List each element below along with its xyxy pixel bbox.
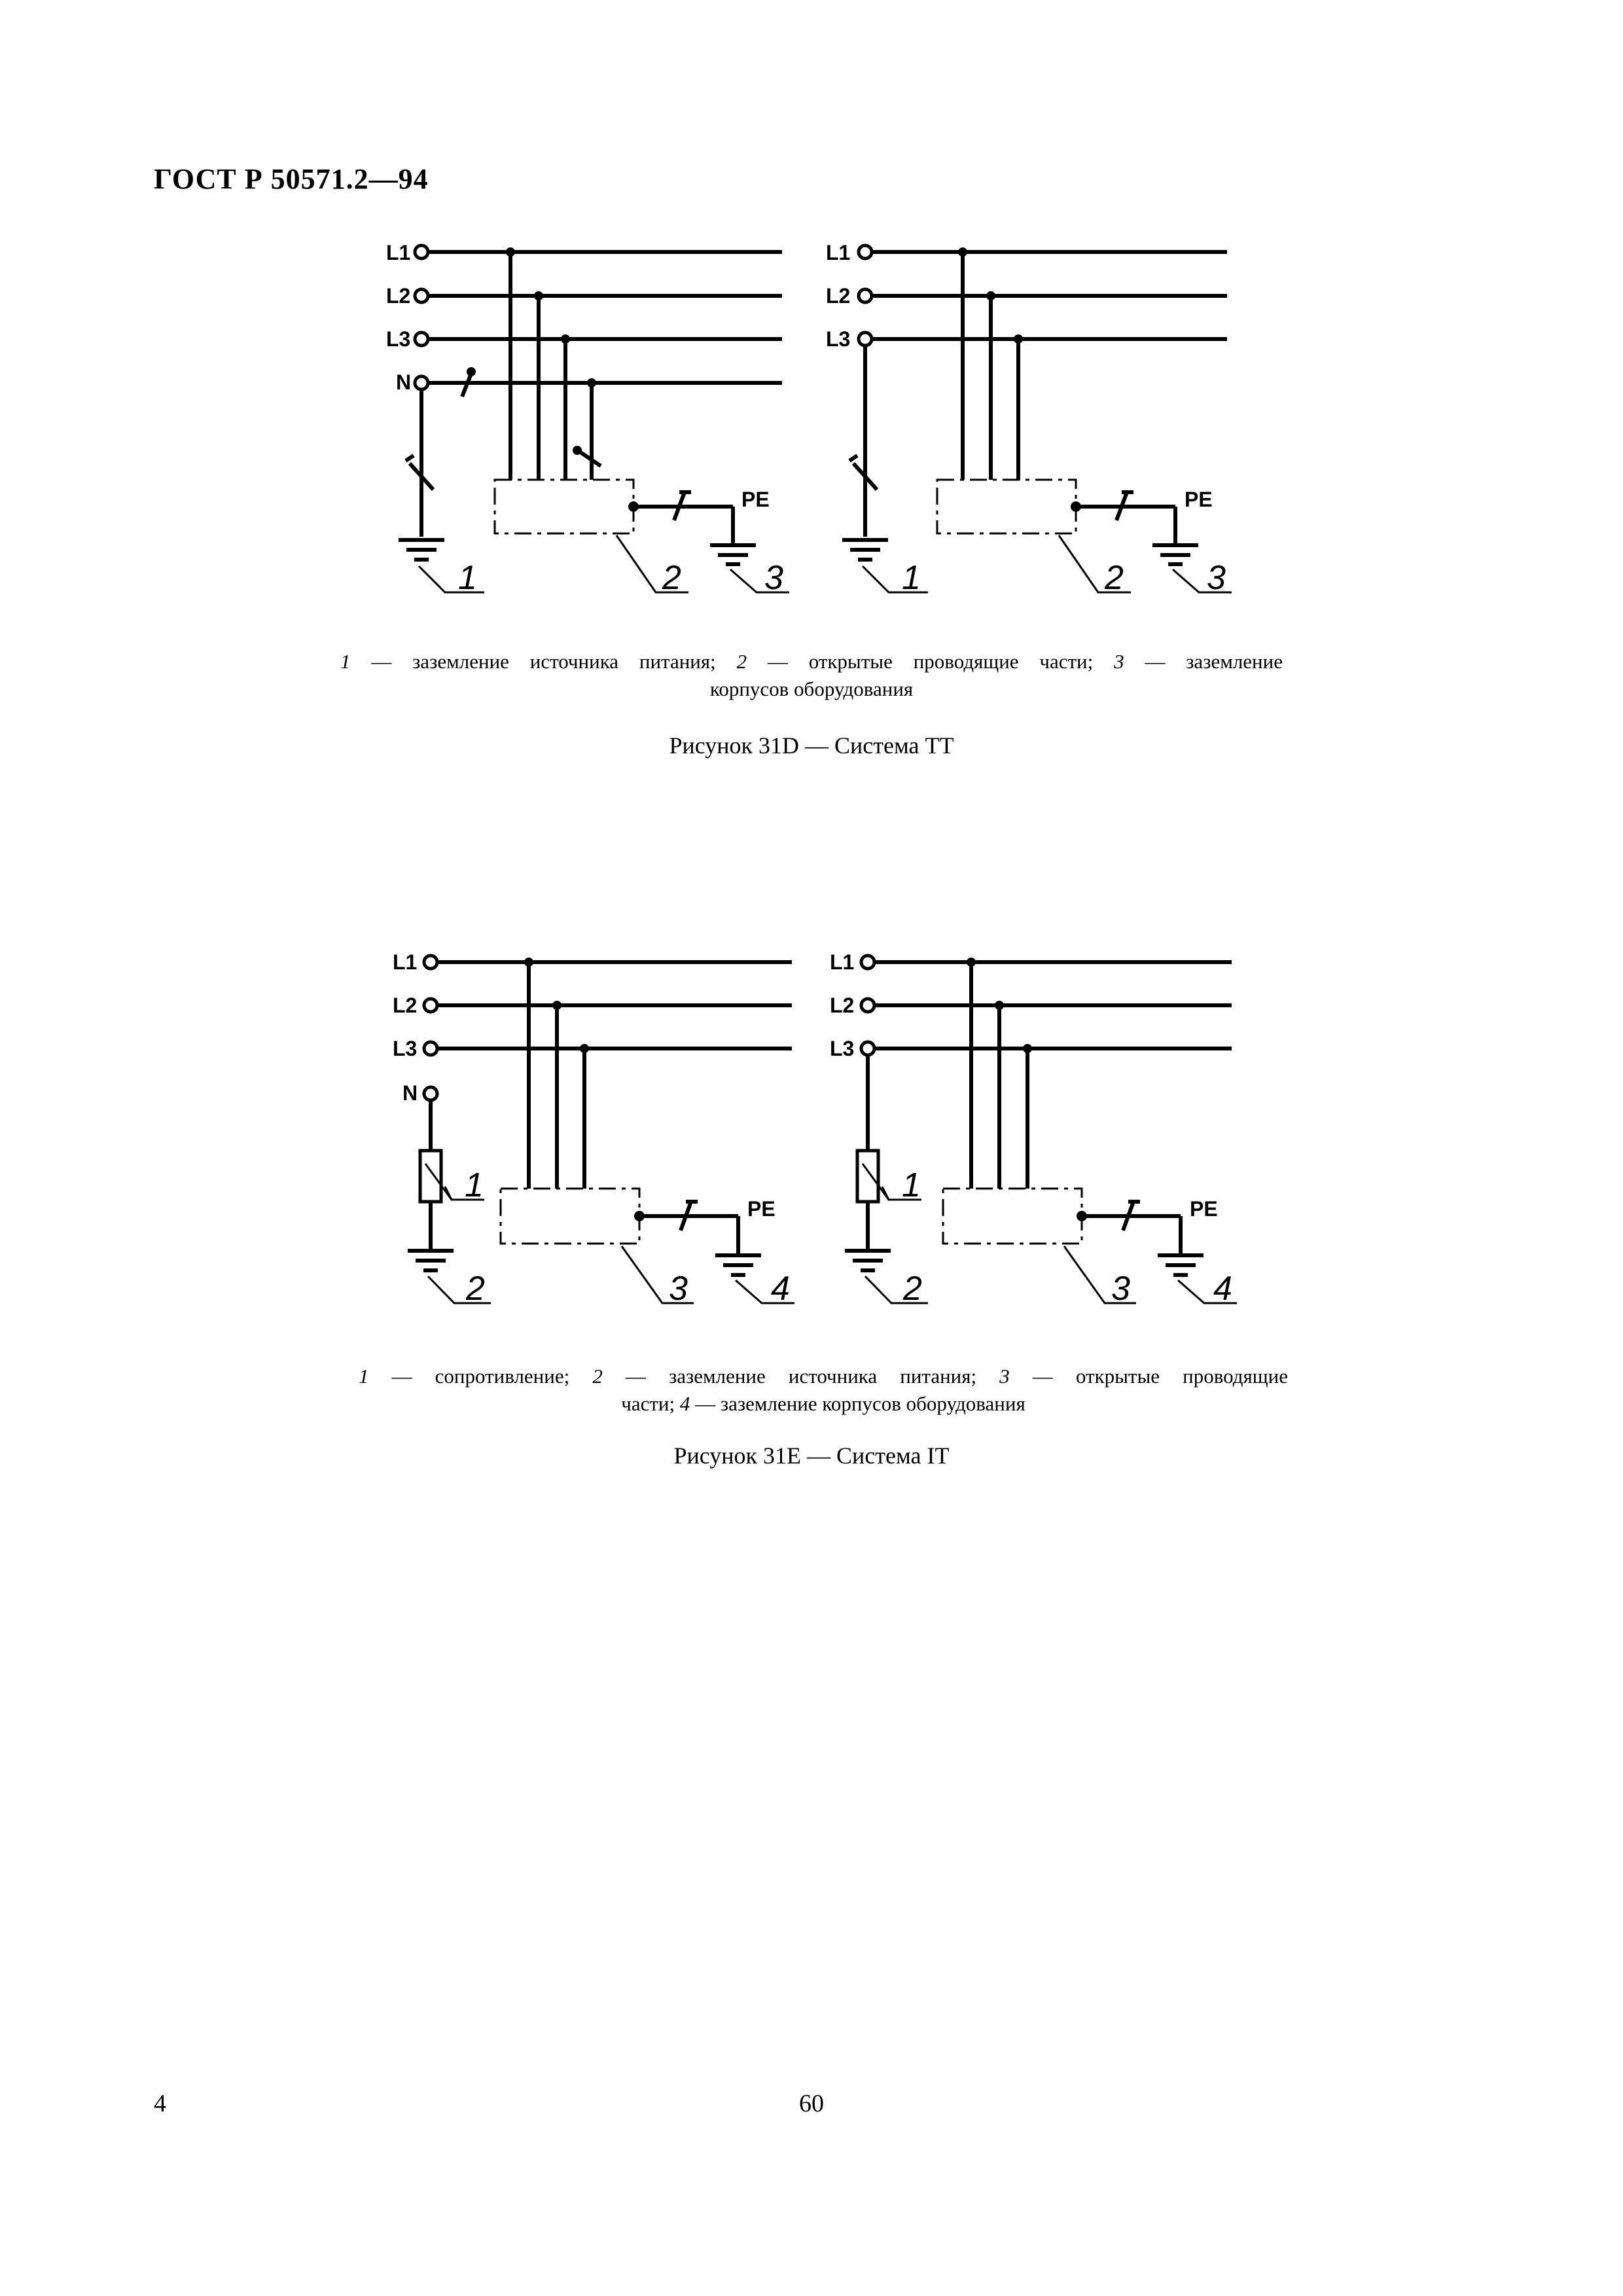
svg-text:2: 2 — [903, 1270, 922, 1308]
svg-text:L1: L1 — [830, 950, 855, 974]
marker-1: 1 — [458, 559, 477, 597]
terminal-n — [424, 1087, 437, 1100]
svg-text:3: 3 — [1207, 559, 1226, 597]
page-footer-left: 4 — [154, 2090, 166, 2117]
svg-text:L2: L2 — [393, 994, 418, 1017]
label-l3: L3 — [386, 327, 411, 351]
figure-tt-diagram — [0, 223, 1623, 628]
svg-text:L2: L2 — [830, 994, 855, 1017]
it-right-circuit — [830, 950, 1237, 1308]
tt-schematic — [0, 223, 1623, 628]
it-schematic — [0, 935, 1623, 1340]
svg-text:4: 4 — [771, 1270, 790, 1308]
resistor — [420, 1151, 441, 1202]
svg-text:2: 2 — [466, 1270, 485, 1308]
terminal-l3 — [415, 332, 428, 346]
svg-text:PE: PE — [1190, 1197, 1218, 1221]
terminal-l2 — [415, 289, 428, 302]
svg-text:4: 4 — [1213, 1270, 1232, 1308]
terminal-l1 — [415, 245, 428, 259]
marker-2: 2 — [662, 559, 681, 597]
svg-text:3: 3 — [669, 1270, 688, 1308]
tt-left-circuit — [386, 241, 789, 597]
label-pe: PE — [741, 488, 770, 511]
svg-text:L3: L3 — [826, 327, 851, 351]
marker-1: 1 — [465, 1166, 484, 1204]
figure-tt-caption: Рисунок 31D — Система TT — [669, 732, 954, 759]
svg-text:2: 2 — [1105, 559, 1124, 597]
it-left-circuit — [393, 950, 794, 1308]
marker-3: 3 — [764, 559, 783, 597]
equipment-enclosure — [495, 480, 633, 533]
tt-right-circuit — [826, 241, 1232, 597]
figure-it-diagram — [0, 935, 1623, 1340]
svg-text:1: 1 — [902, 1166, 921, 1204]
svg-text:L3: L3 — [393, 1037, 418, 1060]
label-l1: L1 — [386, 241, 411, 264]
svg-text:L2: L2 — [826, 284, 851, 308]
svg-text:N: N — [402, 1081, 418, 1105]
svg-text:L1: L1 — [826, 241, 851, 264]
figure-tt-legend: 1 — заземление источника питания; 2 — открытые проводящие части; 3 — заземление корпусов оборудования — [340, 650, 1283, 700]
svg-text:1: 1 — [902, 559, 921, 597]
figure-it-caption: Рисунок 31E — Система IT — [673, 1443, 950, 1469]
label-l2: L2 — [386, 284, 411, 308]
svg-text:PE: PE — [747, 1197, 776, 1221]
document-header: ГОСТ Р 50571.2—94 — [154, 163, 429, 195]
svg-text:PE: PE — [1185, 488, 1213, 511]
label-n: N — [396, 370, 412, 394]
svg-text:3: 3 — [1111, 1270, 1130, 1308]
svg-text:L3: L3 — [830, 1037, 855, 1060]
terminal-n — [415, 376, 428, 389]
page-number: 60 — [799, 2090, 824, 2117]
svg-text:L1: L1 — [393, 950, 418, 974]
figure-it-legend: 1 — сопротивление; 2 — заземление источника питания; 3 — открытые проводящие части; 4 — заземление корпусов оборудования — [359, 1365, 1288, 1415]
